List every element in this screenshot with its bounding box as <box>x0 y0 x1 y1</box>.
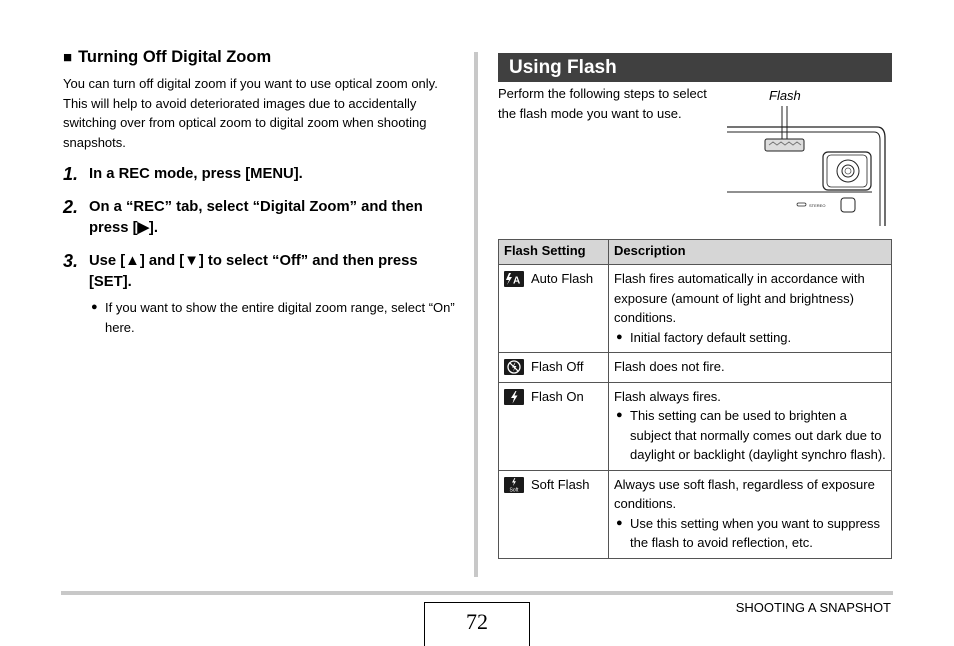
setting-name: Auto Flash <box>531 271 594 286</box>
note-text: If you want to show the entire digital zoom range, select “On” here. <box>105 300 455 335</box>
setting-name: Soft Flash <box>531 476 590 492</box>
step-number: 3. <box>63 251 79 271</box>
step-text: In a REC mode, press [MENU]. <box>89 166 303 182</box>
auto-icon-label: A <box>513 275 521 287</box>
bullet-icon: ● <box>616 409 623 421</box>
flash-intro: Perform the following steps to select the flash mode you want to use. <box>498 86 707 121</box>
description-bullet <box>614 328 886 348</box>
step-text: On a “REC” tab, select “Digital Zoom” and then press [▶]. <box>89 199 423 236</box>
step-1 <box>63 164 461 185</box>
setting-description: Flash does not fire. <box>614 359 725 374</box>
description-bullet <box>614 514 886 553</box>
bullet-text: Initial factory default setting. <box>630 329 792 345</box>
setting-description: Flash always fires. <box>614 388 721 404</box>
auto-flash-icon <box>504 271 524 287</box>
setting-cell <box>504 357 603 377</box>
bullet-text: Use this setting when you want to suppress the flash to avoid reflection, etc. <box>630 515 881 550</box>
setting-name: Flash On <box>531 388 584 404</box>
bullet-icon: ● <box>616 516 623 529</box>
section-marker: ■ <box>63 49 73 66</box>
table-row <box>499 353 892 383</box>
column-header: Description <box>609 240 892 265</box>
setting-cell <box>504 475 603 495</box>
left-column <box>63 48 461 337</box>
setting-cell <box>504 387 603 407</box>
step-number: 1. <box>63 164 79 184</box>
table-row <box>499 470 892 558</box>
setting-description: Flash fires automatically in accordance with exposure (amount of light and brightness) conditions. <box>614 271 865 325</box>
flash-on-icon <box>504 389 524 405</box>
table-header-row <box>499 240 892 265</box>
step-number: 2. <box>63 197 79 217</box>
table-row <box>499 265 892 353</box>
column-header: Flash Setting <box>499 240 609 265</box>
flash-settings-table <box>498 239 892 559</box>
chapter-label: SHOOTING A SNAPSHOT <box>735 600 891 615</box>
bullet-icon: ● <box>91 301 98 313</box>
setting-cell <box>504 269 603 289</box>
step-text: Use [▲] and [▼] to select “Off” and then press [SET]. <box>89 253 418 290</box>
step-2 <box>63 197 461 239</box>
bullet-text: This setting can be used to brighten a subject that normally comes out dark due to daylight or backlight (daylight synchro flash). <box>630 408 886 462</box>
section-heading <box>63 48 461 67</box>
section-title: Turning Off Digital Zoom <box>78 48 272 66</box>
stereo-label: STEREO <box>809 203 826 208</box>
intro-paragraph: You can turn off digital zoom if you want to use optical zoom only. This will help to avoid deteriorated images due to accidentally switching over from optical zoom to digital zoom when shooting snapshots. <box>63 76 438 150</box>
setting-name: Flash Off <box>531 359 584 374</box>
bullet-icon: ● <box>616 330 623 343</box>
flash-off-icon <box>504 359 524 375</box>
section-title-bar: Using Flash <box>498 53 892 82</box>
step-3 <box>63 251 461 293</box>
footer-divider <box>61 591 893 595</box>
soft-icon-label: Soft <box>509 487 519 493</box>
step-note <box>91 298 461 337</box>
flash-caption: Flash <box>769 88 801 103</box>
page-number: 72 <box>424 602 530 646</box>
setting-description: Always use soft flash, regardless of exposure conditions. <box>614 476 875 511</box>
column-divider <box>474 52 478 577</box>
table-row <box>499 382 892 470</box>
camera-illustration <box>727 100 887 228</box>
description-bullet <box>614 406 886 465</box>
soft-flash-icon <box>504 477 524 493</box>
